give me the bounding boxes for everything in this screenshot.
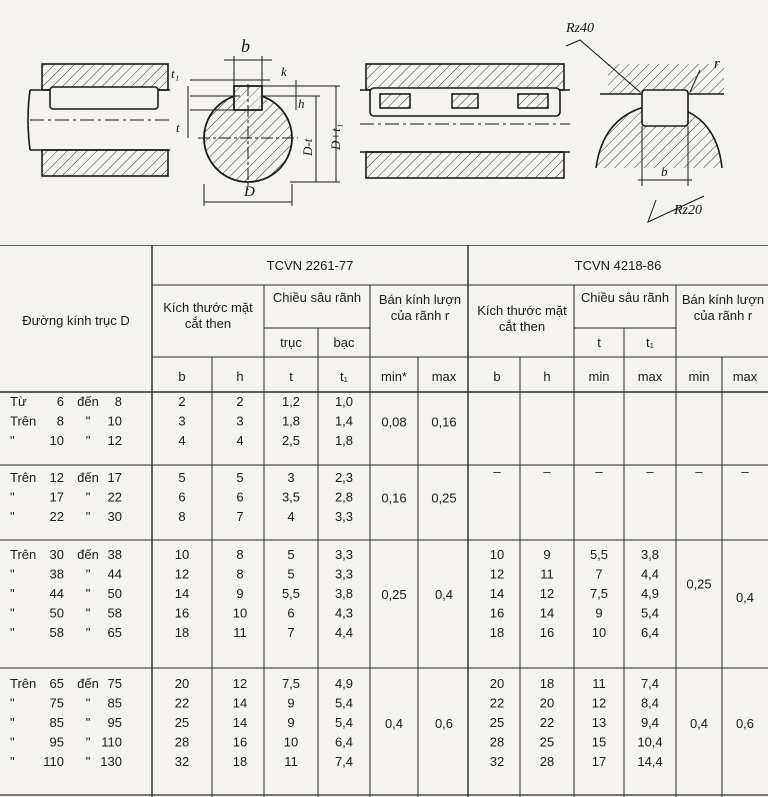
range-from: 65 — [49, 676, 64, 691]
b-cell: 4,9 — [640, 586, 660, 601]
b-cell: 3,8 — [640, 547, 660, 562]
range-word: " — [85, 625, 91, 640]
label-b-detail: b — [661, 164, 668, 179]
range-word: đến — [77, 676, 99, 691]
range-prefix: Trên — [10, 470, 37, 485]
b-cell: 5,5 — [589, 547, 609, 562]
a-cell: 16 — [232, 734, 248, 750]
a-cell: 4 — [287, 509, 295, 524]
b-section-header-box — [472, 303, 572, 347]
a-cell: 22 — [174, 695, 190, 711]
range-from: 44 — [49, 586, 64, 601]
a-cell: 2 — [178, 394, 186, 409]
a-cell: 5 — [287, 547, 295, 562]
b-depth-header: Chiều sâu rãnh — [580, 290, 670, 305]
range-to: 38 — [107, 547, 122, 562]
b-cell: 14 — [539, 605, 555, 621]
range-from: 95 — [49, 734, 64, 750]
b-cell: 7,5 — [589, 586, 609, 601]
a-radius-header: Bán kính lượn của rãnh r — [378, 292, 462, 323]
b-radius-header: Bán kính lượn của rãnh r — [681, 292, 765, 323]
subheader-cell: b — [178, 369, 186, 384]
range-word: " — [85, 734, 91, 750]
a-cell: 6 — [178, 489, 186, 505]
b-cell: 11 — [592, 676, 606, 691]
b-cell: 25 — [539, 734, 555, 750]
a-cell: 1,4 — [334, 413, 354, 429]
b-depth-t: t — [597, 335, 601, 350]
range-word: " — [85, 605, 91, 621]
a-radius-max: 0,4 — [434, 587, 454, 602]
a-cell: 2,3 — [334, 470, 354, 485]
a-cell: 10 — [232, 605, 248, 621]
b-cell: 28 — [489, 734, 505, 750]
b-depth-header-box — [576, 290, 674, 326]
a-cell: 7 — [287, 625, 295, 640]
a-cell: 5 — [178, 470, 186, 485]
range-prefix: " — [10, 695, 15, 711]
range-to: 22 — [107, 489, 122, 505]
b-cell: 25 — [489, 715, 505, 730]
b-dash: – — [543, 464, 551, 479]
range-to: 12 — [107, 433, 122, 448]
a-radius-min: 0,08 — [381, 414, 407, 430]
label-t1: t₁ — [171, 66, 180, 81]
label-d-minus-t: D-t — [300, 138, 315, 156]
a-radius-max: 0,6 — [434, 716, 454, 731]
range-prefix: " — [10, 566, 15, 582]
a-cell: 25 — [174, 715, 190, 730]
label-t: t — [176, 120, 180, 135]
a-cell: 3,3 — [334, 547, 354, 562]
subheader-cell: min* — [380, 369, 408, 384]
range-to: 95 — [107, 715, 122, 730]
b-cell: 5,4 — [640, 605, 660, 621]
range-word: " — [85, 509, 91, 524]
a-cell: 3,3 — [334, 509, 354, 524]
range-from: 110 — [43, 754, 64, 769]
b-cell: 12 — [539, 586, 555, 601]
subheader-cell: h — [543, 369, 551, 384]
table-header — [22, 258, 766, 352]
b-dash: – — [695, 464, 703, 479]
b-cell: 4,4 — [640, 566, 660, 582]
a-cell: 14 — [174, 586, 190, 601]
subheader-cell: min — [688, 369, 710, 384]
a-cell: 18 — [232, 754, 248, 769]
a-cell: 3,5 — [281, 489, 301, 505]
label-d-plus-t1: D+t₁ — [328, 123, 343, 150]
b-cell: 18 — [489, 625, 505, 640]
a-cell: 7,5 — [281, 676, 301, 691]
range-to: 50 — [107, 586, 122, 601]
a-depth-hub: bạc — [333, 335, 355, 350]
keyway-drawing — [0, 0, 768, 245]
label-h: h — [298, 96, 305, 111]
b-cell: 16 — [489, 605, 505, 621]
b-cell: 20 — [539, 695, 555, 711]
a-cell: 5 — [287, 566, 295, 582]
b-cell: 20 — [489, 676, 505, 691]
range-to: 8 — [114, 394, 122, 409]
b-cell: 6,4 — [640, 625, 660, 640]
b-cell: 32 — [489, 754, 505, 769]
range-prefix: " — [10, 625, 15, 640]
a-depth-header-box — [266, 290, 368, 326]
b-cell: 8,4 — [640, 695, 660, 711]
range-to: 85 — [107, 695, 122, 711]
a-radius-max: 0,16 — [431, 414, 457, 430]
subheader-cell: max — [431, 369, 457, 384]
range-to: 17 — [107, 470, 122, 485]
a-section-header: Kích thước mặt cắt then — [163, 300, 253, 331]
b-cell: 12 — [591, 695, 607, 711]
a-cell: 4 — [236, 433, 244, 448]
a-cell: 5 — [236, 470, 244, 485]
range-to: 65 — [107, 625, 122, 640]
subheader-cell: b — [493, 369, 501, 384]
b-cell: 9 — [595, 605, 603, 621]
label-k: k — [281, 64, 287, 79]
subheader-cell: max — [637, 369, 663, 384]
range-word: " — [85, 566, 91, 582]
b-cell: 7 — [595, 566, 603, 582]
range-word: " — [85, 489, 91, 505]
b-cell: 16 — [539, 625, 555, 640]
subheader-cell: t — [289, 369, 293, 384]
a-section-header-box — [154, 300, 262, 344]
a-cell: 5,4 — [334, 715, 354, 730]
range-prefix: " — [10, 509, 15, 524]
label-r: r — [714, 56, 720, 72]
range-to: 58 — [107, 605, 122, 621]
label-rz20: Rz20 — [674, 203, 702, 218]
range-from: 50 — [49, 605, 64, 621]
b-cell: 15 — [591, 734, 607, 750]
b-radius-min: 0,25 — [686, 576, 712, 592]
b-cell: 7,4 — [640, 676, 660, 691]
a-cell: 12 — [174, 566, 190, 582]
a-cell: 7 — [236, 509, 244, 524]
b-cell: 11 — [540, 566, 554, 582]
a-cell: 2 — [236, 394, 244, 409]
range-prefix: Trên — [10, 547, 37, 562]
a-cell: 4,9 — [334, 676, 354, 691]
range-prefix: " — [10, 605, 15, 621]
a-cell: 4 — [178, 433, 186, 448]
range-from: 85 — [49, 715, 64, 730]
keyway-spec-table — [0, 245, 768, 797]
range-from: 30 — [49, 547, 64, 562]
b-dash: – — [646, 464, 654, 479]
a-cell: 1,0 — [334, 394, 354, 409]
a-cell: 9 — [236, 586, 244, 601]
range-prefix: Trên — [10, 676, 37, 691]
subheader-cell: t₁ — [340, 369, 348, 384]
range-word: " — [85, 586, 91, 601]
a-radius-min: 0,16 — [381, 490, 407, 506]
subheader-cell: max — [732, 369, 758, 384]
a-cell: 11 — [284, 754, 298, 769]
a-cell: 6,4 — [334, 734, 354, 750]
range-prefix: Trên — [10, 413, 37, 429]
b-cell: 9 — [543, 547, 551, 562]
a-cell: 1,8 — [281, 413, 301, 429]
key-with-screws-view — [360, 64, 570, 178]
range-word: " — [85, 754, 91, 769]
range-from: 22 — [49, 509, 64, 524]
b-cell: 17 — [591, 754, 607, 769]
range-to: 130 — [100, 754, 122, 769]
a-cell: 5,4 — [334, 695, 354, 711]
a-cell: 1,8 — [334, 433, 354, 448]
b-section-header: Kích thước mặt cắt then — [477, 303, 567, 334]
row-header-shaft-diameter: Đường kính trục D — [22, 313, 130, 328]
a-radius-header-box — [374, 292, 466, 352]
a-cell: 20 — [174, 676, 190, 691]
a-cell: 6 — [236, 489, 244, 505]
range-from: 10 — [49, 433, 64, 448]
a-cell: 4,3 — [334, 605, 354, 621]
range-word: " — [85, 413, 91, 429]
range-from: 75 — [49, 695, 64, 711]
range-prefix: " — [10, 734, 15, 750]
b-cell: 22 — [539, 715, 555, 730]
label-d: D — [244, 184, 255, 200]
a-cell: 8 — [236, 547, 244, 562]
b-cell: 10 — [591, 625, 607, 640]
a-radius-min: 0,25 — [381, 587, 407, 602]
a-cell: 11 — [233, 625, 247, 640]
b-cell: 13 — [591, 715, 607, 730]
range-prefix: " — [10, 586, 15, 601]
b-dash: – — [493, 464, 501, 479]
a-cell: 3 — [178, 413, 186, 429]
a-cell: 5,5 — [281, 586, 301, 601]
range-word: " — [85, 695, 91, 711]
a-depth-shaft: trục — [280, 335, 302, 350]
b-cell: 18 — [539, 676, 555, 691]
a-radius-max: 0,25 — [431, 490, 457, 506]
range-prefix: " — [10, 489, 15, 505]
a-cell: 14 — [232, 715, 248, 730]
standard-tcvn-2261: TCVN 2261-77 — [266, 258, 354, 273]
b-dash: – — [741, 464, 749, 479]
range-prefix: Từ — [10, 394, 27, 409]
a-cell: 1,2 — [281, 394, 301, 409]
a-cell: 3 — [236, 413, 244, 429]
range-word: " — [85, 715, 91, 730]
a-cell: 2,5 — [281, 433, 301, 448]
a-cell: 2,8 — [334, 489, 354, 505]
range-from: 58 — [49, 625, 64, 640]
b-cell: 10 — [489, 547, 505, 562]
b-cell: 9,4 — [640, 715, 660, 730]
table-body — [10, 394, 754, 769]
range-word: đến — [77, 394, 99, 409]
keyway-detail-view — [566, 40, 724, 222]
b-radius-max: 0,6 — [735, 716, 755, 731]
range-from: 8 — [56, 413, 64, 429]
a-cell: 14 — [232, 695, 248, 711]
range-from: 38 — [49, 566, 64, 582]
a-cell: 16 — [174, 605, 190, 621]
range-to: 10 — [107, 413, 122, 429]
a-depth-header: Chiều sâu rãnh — [272, 290, 362, 305]
b-radius-min: 0,4 — [689, 716, 709, 731]
a-cell: 3 — [287, 470, 295, 485]
b-cell: 14,4 — [637, 754, 663, 769]
shaft-longitudinal-view — [28, 64, 170, 176]
a-cell: 18 — [174, 625, 190, 640]
a-cell: 9 — [287, 715, 295, 730]
range-to: 30 — [107, 509, 122, 524]
a-cell: 8 — [178, 509, 186, 524]
subheader-cell: h — [236, 369, 244, 384]
a-cell: 4,4 — [334, 625, 354, 640]
range-to: 75 — [107, 676, 122, 691]
range-prefix: " — [10, 715, 15, 730]
a-cell: 9 — [287, 695, 295, 711]
range-prefix: " — [10, 754, 15, 769]
b-cell: 28 — [539, 754, 555, 769]
label-b: b — [241, 36, 250, 56]
range-from: 17 — [49, 489, 64, 505]
range-to: 110 — [101, 734, 122, 750]
range-from: 12 — [49, 470, 64, 485]
range-from: 6 — [56, 394, 64, 409]
a-cell: 3,8 — [334, 586, 354, 601]
label-rz40: Rz40 — [566, 21, 594, 36]
range-prefix: " — [10, 433, 15, 448]
standard-tcvn-4218: TCVN 4218-86 — [574, 258, 662, 273]
b-cell: 14 — [489, 586, 505, 601]
a-cell: 3,3 — [334, 566, 354, 582]
subheader-cell: min — [588, 369, 610, 384]
a-cell: 12 — [232, 676, 248, 691]
a-cell: 32 — [174, 754, 190, 769]
b-cell: 10,4 — [637, 734, 663, 750]
b-depth-t1: t₁ — [646, 335, 654, 350]
a-cell: 8 — [236, 566, 244, 582]
a-cell: 6 — [287, 605, 295, 621]
a-radius-min: 0,4 — [384, 716, 404, 731]
b-cell: 22 — [489, 695, 505, 711]
range-word: đến — [77, 547, 99, 562]
b-cell: 12 — [489, 566, 505, 582]
b-radius-header-box — [680, 292, 766, 352]
b-dash: – — [595, 464, 603, 479]
range-word: " — [85, 433, 91, 448]
shaft-cross-section — [188, 56, 340, 206]
a-cell: 10 — [174, 547, 190, 562]
b-radius-max: 0,4 — [735, 589, 755, 605]
a-cell: 28 — [174, 734, 190, 750]
a-cell: 7,4 — [334, 754, 354, 769]
a-cell: 10 — [283, 734, 299, 750]
range-to: 44 — [107, 566, 122, 582]
range-word: đến — [77, 470, 99, 485]
